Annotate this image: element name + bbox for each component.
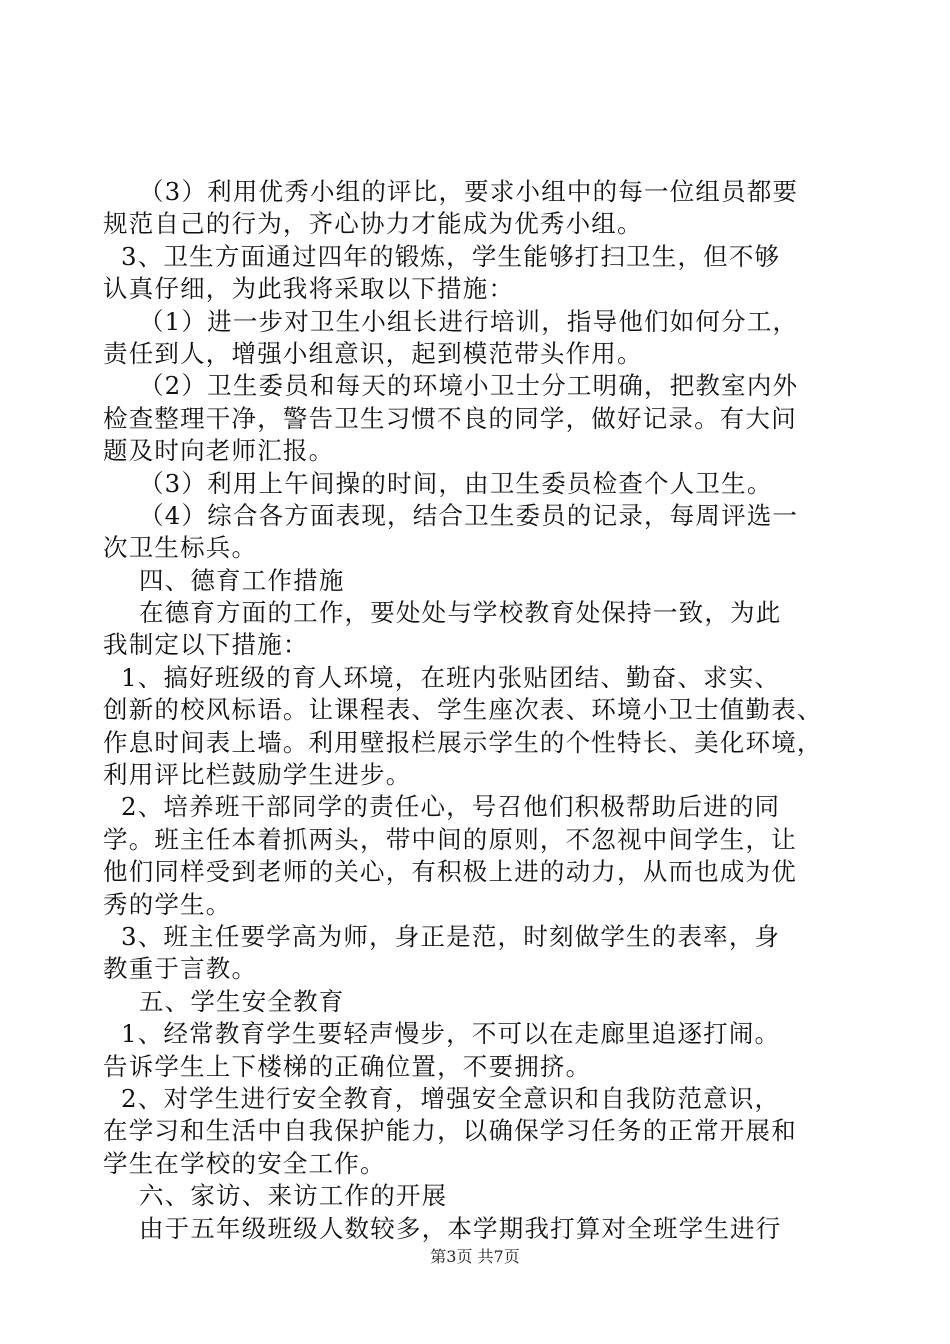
text-line: 创新的校风标语。让课程表、学生座次表、环境小卫士值勤表、 xyxy=(103,695,823,725)
text-line: 告诉学生上下楼梯的正确位置，不要拥挤。 xyxy=(103,1051,592,1081)
text-line: 利用评比栏鼓励学生进步。 xyxy=(103,760,412,790)
text-line: 2、对学生进行安全教育，增强安全意识和自我防范意识， xyxy=(103,1083,781,1113)
text-line: 我制定以下措施： xyxy=(103,630,309,660)
text-line: （1）进一步对卫生小组长进行培训，指导他们如何分工， xyxy=(103,306,799,336)
text-line: 次卫生标兵。 xyxy=(103,533,258,563)
text-line: 在德育方面的工作，要处处与学校教育处保持一致，为此 xyxy=(103,598,782,628)
text-line: 2、培养班干部同学的责任心，号召他们积极帮助后进的同 xyxy=(103,792,781,822)
text-line: 四、德育工作措施 xyxy=(103,565,345,595)
text-line: 3、卫生方面通过四年的锻炼，学生能够打扫卫生，但不够 xyxy=(103,241,781,271)
text-line: 认真仔细，为此我将采取以下措施： xyxy=(103,274,515,304)
text-line: 责任到人，增强小组意识，起到模范带头作用。 xyxy=(103,338,643,368)
text-line: 检查整理干净，警告卫生习惯不良的同学，做好记录。有大问 xyxy=(103,403,797,433)
text-line: （3）利用上午间操的时间，由卫生委员检查个人卫生。 xyxy=(103,468,773,498)
text-line: 五、学生安全教育 xyxy=(103,986,345,1016)
text-line: 秀的学生。 xyxy=(103,889,232,919)
text-line: （2）卫生委员和每天的环境小卫士分工明确，把教室内外 xyxy=(103,371,799,401)
text-line: （3）利用优秀小组的评比，要求小组中的每一位组员都要 xyxy=(103,177,799,206)
text-line: 1、搞好班级的育人环境，在班内张贴团结、勤奋、求实、 xyxy=(103,662,781,692)
body-text xyxy=(103,176,833,1245)
text-line: 作息时间表上墙。利用壁报栏展示学生的个性特长、美化环境， xyxy=(103,727,823,757)
text-line: 由于五年级班级人数较多，本学期我打算对全班学生进行 xyxy=(103,1213,782,1243)
text-line: 在学习和生活中自我保护能力，以确保学习任务的正常开展和 xyxy=(103,1116,797,1146)
page-footer: 第3页 共7页 xyxy=(430,1247,520,1266)
text-line: 学生在学校的安全工作。 xyxy=(103,1148,386,1178)
text-line: 他们同样受到老师的关心，有积极上进的动力，从而也成为优 xyxy=(103,857,797,887)
text-line: 1、经常教育学生要轻声慢步，不可以在走廊里追逐打闹。 xyxy=(103,1019,781,1049)
text-line: 3、班主任要学高为师，身正是范，时刻做学生的表率，身 xyxy=(103,921,781,951)
text-line: 六、家访、来访工作的开展 xyxy=(103,1181,448,1211)
text-line: 学。班主任本着抓两头，带中间的原则，不忽视中间学生，让 xyxy=(103,824,797,854)
text-line: 题及时向老师汇报。 xyxy=(103,436,335,466)
text-line: 规范自己的行为，齐心协力才能成为优秀小组。 xyxy=(103,209,643,239)
text-line: 教重于言教。 xyxy=(103,954,258,984)
text-line: （4）综合各方面表现，结合卫生委员的记录，每周评选一 xyxy=(103,500,799,530)
